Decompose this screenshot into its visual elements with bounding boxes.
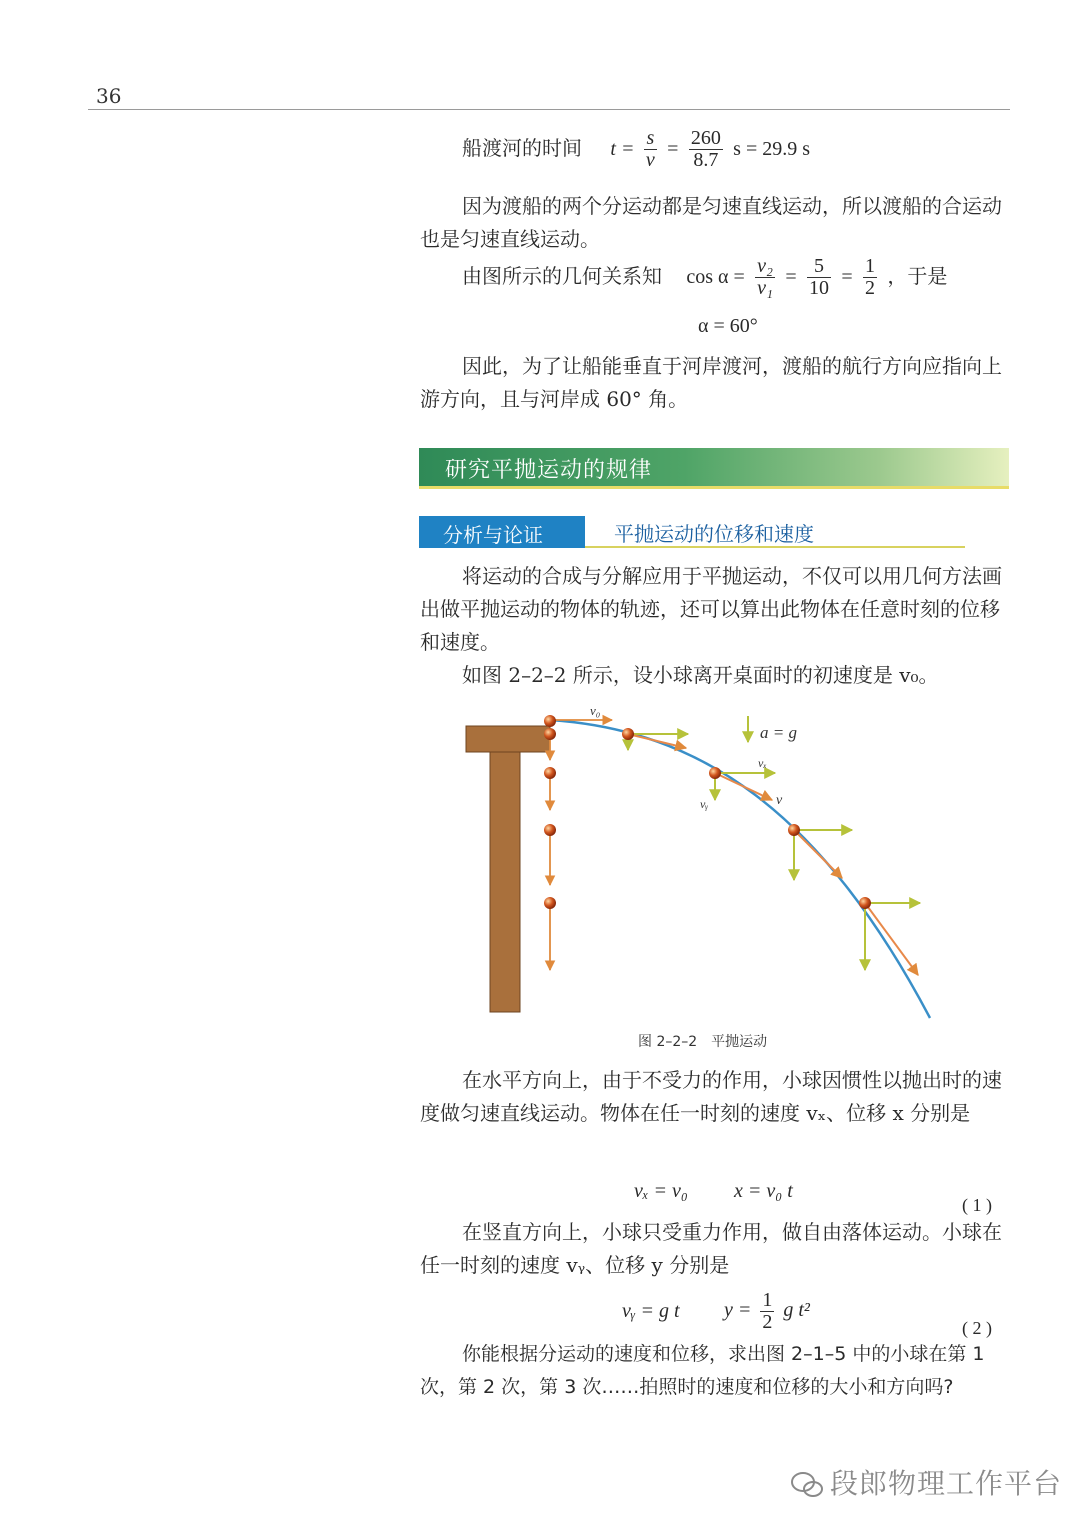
watermark-text: 段郎物理工作平台 [830,1467,1063,1500]
frac-den: 10 [808,277,829,299]
section-header [419,448,1009,489]
vy-equation: vᵧ = g t [622,1300,680,1322]
equals: = [785,266,797,288]
wechat-icon [790,1470,824,1500]
gt-squared: g t² [783,1299,810,1322]
paragraph-1: 因为渡船的两个分运动都是匀速直线运动，所以渡船的合运动也是匀速直线运动。 [420,194,1002,251]
analysis-tag [419,516,585,548]
equals: = [622,138,634,160]
ball [544,824,556,836]
frac-num: s [644,128,657,150]
cos-equation [462,256,947,299]
geometry-label: 由图所示的几何关系知 [462,264,662,288]
vx-label: vₓ [758,756,767,770]
ball [622,728,634,740]
frac-den: v₁ [757,277,773,299]
equals: = [667,138,679,160]
paragraph-5: 在水平方向上，由于不受力的作用，小球因惯性以抛出时的速度做匀速直线运动。物体在任一时刻的速度 vₓ、位移 x 分别是 [420,1068,1002,1125]
ball [544,897,556,909]
figure-caption: 图 2–2–2 平抛运动 [638,1034,768,1050]
paragraph-4: 如图 2–2–2 所示，设小球离开桌面时的初速度是 v₀。 [462,663,939,687]
one-half [760,1290,774,1333]
5-over-10 [807,256,831,299]
vy-label: vᵧ [700,797,709,811]
frac-num: v₂ [757,255,773,277]
vx-equation: vₓ = v₀ [634,1180,688,1202]
question-paragraph: 你能根据分运动的速度和位移，求出图 2–1–5 中的小球在第 1 次，第 2 次，第 3 次……拍照时的速度和位移的大小和方向吗? [420,1343,985,1398]
t-symbol: t [610,138,616,160]
ball [544,715,556,727]
projectile-series [622,728,920,975]
v-label: v [776,793,783,808]
cos-alpha: cos α = [686,266,745,288]
a-equals-g-label: a = g [760,723,797,742]
table-leg [490,752,520,1012]
subsection-title: 平抛运动的位移和速度 [614,522,814,546]
time-equation [462,128,810,171]
frac-den: 8.7 [693,149,719,171]
time-result: s = 29.9 s [733,138,811,160]
section-title: 研究平抛运动的规律 [445,458,653,483]
page-number: 36 [96,84,122,108]
frac-num: 5 [807,256,831,278]
1-over-2 [863,256,877,299]
ball [709,767,721,779]
y-symbol: y = [724,1299,752,1322]
time-label: 船渡河的时间 [462,136,582,160]
y-equation [724,1290,810,1333]
paragraph-3: 将运动的合成与分解应用于平抛运动，不仅可以用几何方法画出做平抛运动的物体的轨迹，还可以算出此物体在任意时刻的位移和速度。 [420,564,1002,654]
equation-number-2: ( 2 ) [962,1318,992,1338]
ball [544,767,556,779]
analysis-tag-label: 分析与论证 [443,523,543,547]
v2-over-v1 [755,256,775,299]
ball [859,897,871,909]
equation-number-1: ( 1 ) [962,1195,992,1215]
alpha-result: α = 60° [698,315,758,337]
ball [544,728,556,740]
x-equation: x = v₀ t [734,1180,793,1202]
frac-den: 2 [864,277,875,299]
table-top [466,726,550,752]
ball [788,824,800,836]
trajectory-curve [550,720,930,1018]
equals: = [841,266,853,288]
header-rule [88,109,1010,110]
paragraph-6: 在竖直方向上，小球只受重力作用，做自由落体运动。小球在任一时刻的速度 vᵧ、位移 y 分别是 [420,1220,1002,1277]
frac-den: 2 [762,1311,773,1333]
frac-num: 1 [762,1289,773,1311]
frac-den: v [645,149,655,171]
s-over-v [644,128,657,171]
v0-label: v₀ [590,703,601,718]
260-over-8.7 [689,128,723,171]
projectile-figure [440,700,1000,1028]
so-text: ，于是 [887,264,948,288]
paragraph-2: 因此，为了让船能垂直于河岸渡河，渡船的航行方向应指向上游方向，且与河岸成 60° 角。 [420,354,1002,411]
free-fall-series [544,715,556,970]
frac-num: 260 [690,127,721,149]
frac-num: 1 [864,255,875,277]
